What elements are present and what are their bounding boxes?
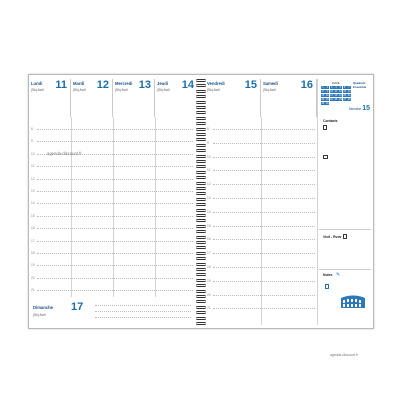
hour-line	[37, 216, 193, 217]
mini-calendar-day: 17	[330, 93, 333, 97]
mini-calendar-day: 5	[339, 86, 342, 89]
week-value: 15	[362, 105, 370, 112]
hour-label: 11	[31, 164, 35, 169]
hour-label: 14	[31, 201, 35, 206]
hour-label: 15	[31, 213, 35, 218]
hour-line	[37, 179, 193, 180]
mini-calendar-day: 3	[330, 86, 333, 89]
mini-calendar-day: 12	[339, 89, 342, 93]
mini-calendar-day: 8	[322, 89, 324, 93]
mini-calendar-day: 9	[326, 89, 328, 93]
hour-label: 17	[31, 238, 35, 243]
day-name: Lundi	[31, 81, 43, 86]
mini-calendar-day: 27	[343, 97, 347, 101]
sunday-block	[33, 301, 93, 325]
day-number: 12	[96, 79, 109, 91]
hour-line	[213, 239, 315, 240]
day-number: 11	[55, 79, 67, 91]
hour-label: 10	[207, 154, 211, 159]
sunday-line	[95, 305, 191, 306]
hour-line	[213, 184, 315, 185]
day-header-saturday	[261, 79, 317, 117]
copyright-text: agenda-discount.fr	[330, 353, 359, 357]
hour-line	[37, 290, 193, 291]
hour-line	[213, 226, 315, 227]
hour-line	[37, 278, 193, 279]
sunday-number: 17	[71, 301, 84, 313]
mini-calendar-day: 22	[321, 97, 325, 101]
hour-label: 13	[207, 196, 211, 200]
hour-label: 16	[31, 226, 35, 231]
hour-line	[213, 308, 315, 309]
mini-calendar-day: 18	[334, 93, 338, 97]
hour-line	[213, 295, 315, 296]
hour-line	[213, 212, 315, 213]
mini-calendar	[321, 81, 351, 111]
hour-label: 8	[31, 127, 33, 131]
section-divider	[319, 229, 371, 230]
visits-heading: Visit - Rvdv	[323, 235, 342, 239]
hour-line	[37, 241, 193, 242]
mini-calendar-day: 16	[325, 93, 329, 97]
hour-line	[37, 141, 193, 142]
colosseum-illustration	[340, 293, 366, 309]
day-name: Samedi	[263, 81, 278, 86]
hour-label: 12	[31, 176, 35, 181]
day-sub: (Sk) Avril	[31, 88, 44, 92]
hour-label: 19	[31, 263, 35, 268]
hour-label: 15	[207, 223, 211, 228]
day-header-tuesday	[71, 79, 113, 117]
mini-calendar-day: 10	[330, 89, 333, 93]
mini-calendar-grid	[321, 86, 351, 105]
hour-line	[213, 170, 315, 171]
day-sub: (Sk) Avril	[263, 88, 276, 92]
mini-calendar-day: 1	[322, 86, 324, 89]
hour-line	[213, 281, 315, 282]
hour-label: 9	[207, 140, 209, 145]
hour-line	[213, 129, 315, 130]
contacts-heading: Contacts	[323, 119, 338, 123]
mini-calendar-day: 29	[321, 101, 325, 105]
mini-calendar-day: 28	[347, 97, 351, 101]
day-name: Jeudi	[157, 81, 168, 86]
hour-label: 12	[207, 182, 211, 187]
hour-label: 14	[207, 209, 211, 214]
day-number: 14	[181, 79, 194, 91]
mini-calendar-day: 14	[347, 89, 351, 93]
sunday-sub: (Sk) Avril	[33, 313, 46, 317]
mini-calendar-day: 7	[348, 86, 350, 89]
hour-line	[213, 143, 315, 144]
right-page	[205, 75, 373, 328]
sunday-line	[95, 317, 191, 318]
mini-calendar-day: 24	[330, 97, 333, 101]
sunday-line	[95, 311, 191, 312]
planner-spread	[28, 74, 374, 329]
hour-label: 18	[207, 265, 211, 269]
hour-line	[213, 253, 315, 254]
hour-label: 19	[207, 278, 211, 283]
hour-label: 20	[31, 275, 35, 280]
column-divider	[317, 79, 318, 325]
day-sub: (Sk) Avril	[207, 88, 220, 92]
notes-heading: Notes	[323, 273, 333, 277]
hour-label: 21	[207, 306, 211, 311]
hour-label: 10	[31, 151, 35, 156]
watermark-text: agenda-discount.fr	[47, 151, 82, 156]
day-header-wednesday	[113, 79, 155, 117]
sunday-name: Dimanche	[33, 305, 54, 310]
tablet-icon	[343, 234, 347, 239]
mini-calendar-day: 15	[321, 93, 325, 97]
day-name: Mardi	[73, 81, 85, 86]
hour-label: 9	[31, 139, 33, 144]
day-name: Mercredi	[115, 81, 133, 86]
hour-label: 18	[31, 251, 35, 255]
day-number: 15	[244, 79, 257, 91]
pen-icon: ✎	[336, 272, 341, 278]
day-sub: (Sk) Avril	[115, 88, 128, 92]
day-number: 16	[300, 79, 313, 91]
mini-calendar-day: 23	[325, 97, 329, 101]
hour-label: 16	[207, 237, 211, 242]
hour-label: 20	[207, 292, 211, 297]
week-number	[349, 105, 370, 112]
mini-calendar-day: 13	[343, 89, 347, 93]
hour-line	[37, 129, 193, 130]
hour-line	[37, 228, 193, 229]
mini-calendar-day: 25	[334, 97, 338, 101]
mini-calendar-day: 21	[347, 93, 351, 97]
mini-calendar-day: 30	[325, 101, 329, 105]
mini-calendar-day: 4	[335, 86, 337, 89]
hour-label: 21	[31, 288, 35, 293]
day-name: Vendredi	[207, 81, 225, 86]
day-header-thursday	[155, 79, 197, 117]
hour-line	[213, 198, 315, 199]
mini-calendar-day: 26	[339, 97, 342, 101]
hour-line	[37, 203, 193, 204]
hour-line	[37, 253, 193, 254]
mini-calendar-day: 6	[344, 86, 346, 89]
mobile-icon	[325, 284, 329, 289]
day-sub: (Sk) Avril	[73, 88, 86, 92]
day-header-monday	[29, 79, 71, 117]
mini-calendar-day: 19	[339, 93, 342, 97]
hour-line	[213, 157, 315, 158]
column-divider	[71, 117, 72, 297]
column-divider	[155, 117, 156, 297]
hour-label: 8	[207, 127, 209, 131]
hour-label: 13	[31, 189, 35, 193]
mini-calendar-day: 11	[334, 89, 338, 93]
side-info-title: Quadrant Ensemble	[353, 81, 367, 89]
column-divider	[113, 117, 114, 297]
envelope-icon	[323, 155, 328, 159]
hour-label: 11	[207, 168, 211, 173]
hour-line	[213, 267, 315, 268]
mini-calendar-title: AVRIL	[331, 81, 341, 85]
section-divider	[319, 269, 371, 270]
phone-icon	[323, 125, 327, 130]
side-info	[353, 81, 373, 89]
day-header-friday	[205, 79, 261, 117]
hour-line	[37, 191, 193, 192]
hour-line	[37, 265, 193, 266]
week-label: Semaine	[348, 107, 362, 111]
left-page	[29, 75, 197, 328]
mini-calendar-day: 2	[326, 86, 328, 89]
mini-calendar-day: 20	[343, 93, 347, 97]
hour-line	[37, 166, 193, 167]
day-sub: (Sk) Avril	[157, 88, 170, 92]
hour-label: 17	[207, 251, 211, 256]
day-number: 13	[138, 79, 151, 91]
